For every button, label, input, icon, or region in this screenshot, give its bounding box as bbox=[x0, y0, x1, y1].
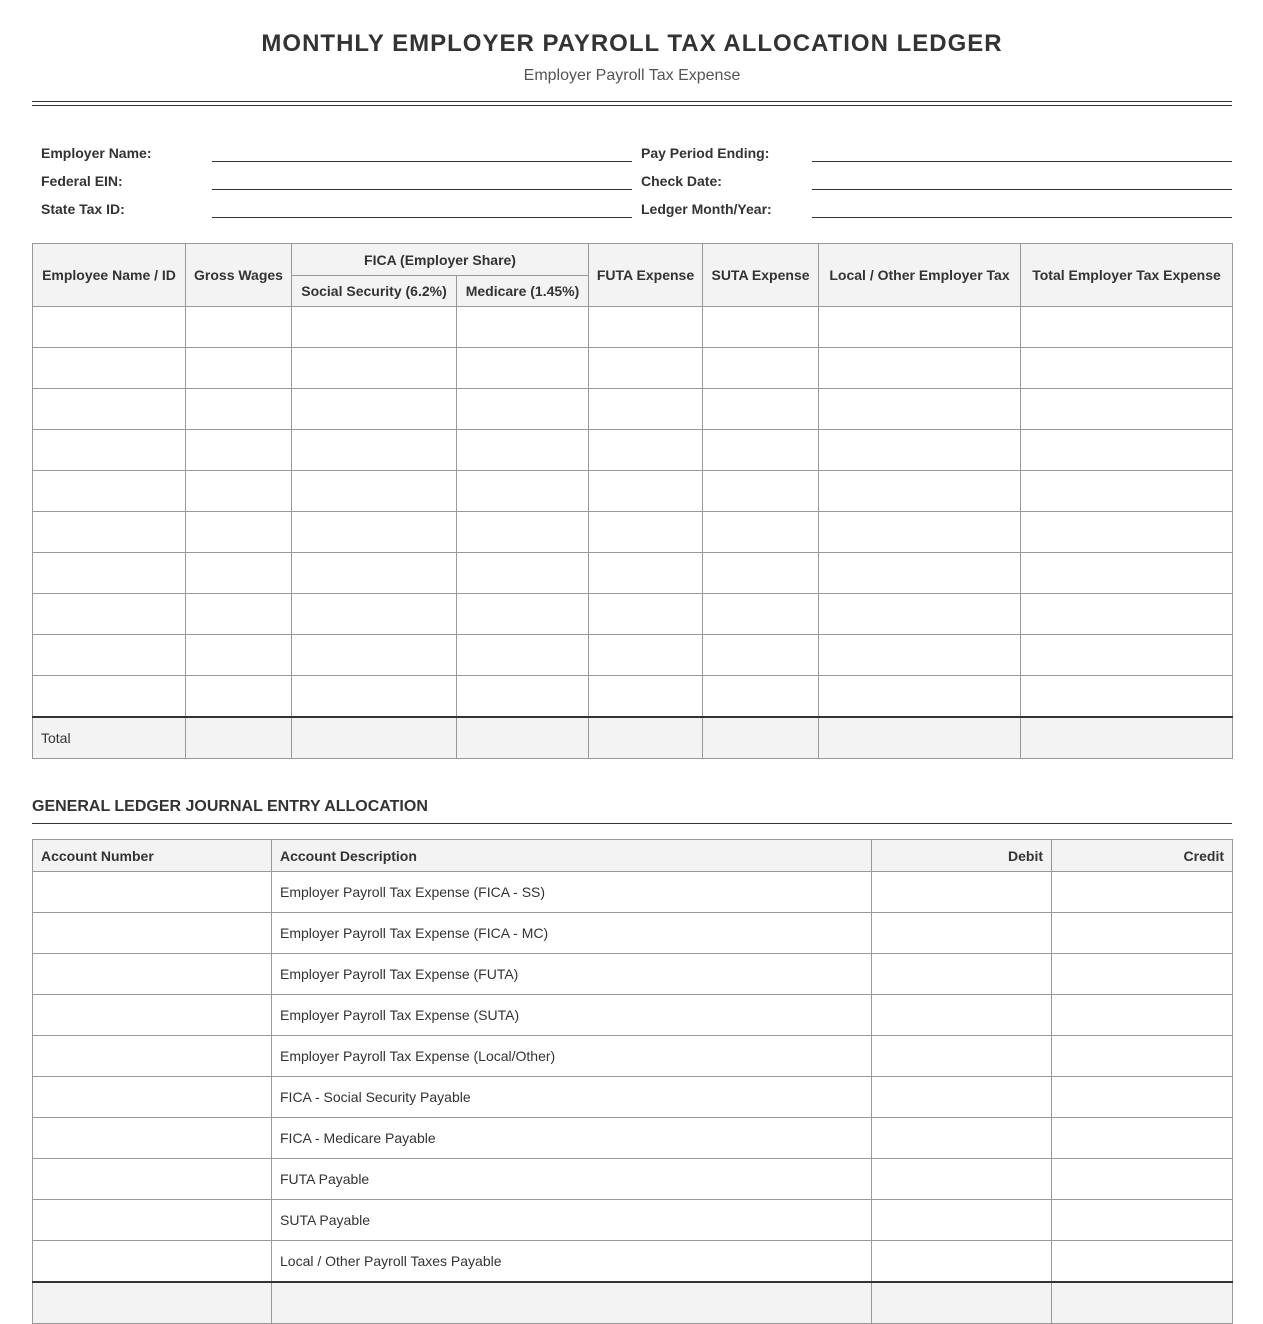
total-debit[interactable] bbox=[872, 1282, 1052, 1324]
cell-debit[interactable] bbox=[872, 872, 1052, 913]
cell-medicare[interactable] bbox=[457, 553, 589, 594]
cell-suta[interactable] bbox=[703, 676, 819, 718]
header-divider bbox=[32, 101, 1232, 106]
employer-info-section bbox=[32, 134, 1232, 218]
pay-period-ending-field[interactable] bbox=[812, 134, 1232, 162]
cell-social-security[interactable] bbox=[292, 676, 457, 718]
cell-account-description: Employer Payroll Tax Expense (SUTA) bbox=[272, 995, 872, 1036]
total-cell-medicare[interactable] bbox=[457, 717, 589, 759]
cell-gross-wages[interactable] bbox=[186, 430, 292, 471]
cell-local-other[interactable] bbox=[819, 430, 1021, 471]
cell-futa[interactable] bbox=[589, 389, 703, 430]
cell-futa[interactable] bbox=[589, 676, 703, 718]
cell-futa[interactable] bbox=[589, 594, 703, 635]
cell-gross-wages[interactable] bbox=[186, 676, 292, 718]
cell-debit[interactable] bbox=[872, 954, 1052, 995]
employee-tax-ledger-table bbox=[32, 243, 1233, 759]
journal-section-title: GENERAL LEDGER JOURNAL ENTRY ALLOCATION bbox=[32, 797, 1232, 824]
cell-debit[interactable] bbox=[872, 913, 1052, 954]
cell-social-security[interactable] bbox=[292, 553, 457, 594]
col-header-account-description: Account Description bbox=[272, 840, 872, 872]
cell-account-description: SUTA Payable bbox=[272, 1200, 872, 1241]
cell-account-description: Employer Payroll Tax Expense (FUTA) bbox=[272, 954, 872, 995]
cell-suta[interactable] bbox=[703, 348, 819, 389]
cell-employee[interactable] bbox=[33, 307, 186, 348]
cell-local-other[interactable] bbox=[819, 389, 1021, 430]
cell-total-expense[interactable] bbox=[1021, 471, 1233, 512]
cell-suta[interactable] bbox=[703, 307, 819, 348]
cell-suta[interactable] bbox=[703, 594, 819, 635]
cell-gross-wages[interactable] bbox=[186, 512, 292, 553]
cell-account-number[interactable] bbox=[33, 954, 272, 995]
total-credit[interactable] bbox=[1052, 1282, 1233, 1324]
payroll-ledger-form bbox=[32, 0, 1232, 1324]
cell-total-expense[interactable] bbox=[1021, 676, 1233, 718]
col-header-social-security: Social Security (6.2%) bbox=[292, 276, 457, 307]
cell-gross-wages[interactable] bbox=[186, 471, 292, 512]
cell-account-number[interactable] bbox=[33, 1241, 272, 1283]
cell-suta[interactable] bbox=[703, 512, 819, 553]
cell-employee[interactable] bbox=[33, 553, 186, 594]
cell-employee[interactable] bbox=[33, 594, 186, 635]
cell-account-number[interactable] bbox=[33, 872, 272, 913]
cell-employee[interactable] bbox=[33, 676, 186, 718]
cell-futa[interactable] bbox=[589, 307, 703, 348]
journal-row bbox=[33, 872, 1233, 913]
total-cell-gross-wages[interactable] bbox=[186, 717, 292, 759]
col-header-credit: Credit bbox=[1052, 840, 1233, 872]
cell-account-number[interactable] bbox=[33, 1077, 272, 1118]
cell-social-security[interactable] bbox=[292, 512, 457, 553]
cell-futa[interactable] bbox=[589, 348, 703, 389]
journal-row bbox=[33, 1159, 1233, 1200]
cell-local-other[interactable] bbox=[819, 348, 1021, 389]
cell-credit[interactable] bbox=[1052, 1036, 1233, 1077]
journal-row bbox=[33, 913, 1233, 954]
cell-account-number[interactable] bbox=[33, 1159, 272, 1200]
cell-debit[interactable] bbox=[872, 1159, 1052, 1200]
cell-suta[interactable] bbox=[703, 389, 819, 430]
cell-futa[interactable] bbox=[589, 471, 703, 512]
cell-gross-wages[interactable] bbox=[186, 635, 292, 676]
cell-local-other[interactable] bbox=[819, 471, 1021, 512]
cell-credit[interactable] bbox=[1052, 872, 1233, 913]
cell-account-description: Employer Payroll Tax Expense (FICA - MC) bbox=[272, 913, 872, 954]
cell-account-description: FICA - Social Security Payable bbox=[272, 1077, 872, 1118]
cell-total-expense[interactable] bbox=[1021, 307, 1233, 348]
cell-local-other[interactable] bbox=[819, 676, 1021, 718]
journal-row bbox=[33, 1118, 1233, 1159]
cell-employee[interactable] bbox=[33, 512, 186, 553]
cell-total-expense[interactable] bbox=[1021, 594, 1233, 635]
cell-gross-wages[interactable] bbox=[186, 348, 292, 389]
table-row bbox=[33, 512, 1233, 553]
cell-gross-wages[interactable] bbox=[186, 553, 292, 594]
table-row bbox=[33, 676, 1233, 718]
cell-total-expense[interactable] bbox=[1021, 430, 1233, 471]
cell-social-security[interactable] bbox=[292, 471, 457, 512]
cell-medicare[interactable] bbox=[457, 512, 589, 553]
cell-account-description: Employer Payroll Tax Expense (FICA - SS) bbox=[272, 872, 872, 913]
total-cell-social-security[interactable] bbox=[292, 717, 457, 759]
cell-medicare[interactable] bbox=[457, 471, 589, 512]
check-date-label: Check Date: bbox=[641, 173, 722, 189]
journal-row bbox=[33, 995, 1233, 1036]
cell-account-description: FICA - Medicare Payable bbox=[272, 1118, 872, 1159]
cell-medicare[interactable] bbox=[457, 307, 589, 348]
cell-credit[interactable] bbox=[1052, 913, 1233, 954]
cell-suta[interactable] bbox=[703, 430, 819, 471]
journal-body bbox=[33, 872, 1233, 1324]
cell-employee[interactable] bbox=[33, 389, 186, 430]
journal-entry-table bbox=[32, 839, 1233, 1324]
cell-suta[interactable] bbox=[703, 471, 819, 512]
cell-suta[interactable] bbox=[703, 635, 819, 676]
cell-total-expense[interactable] bbox=[1021, 553, 1233, 594]
total-cell-suta[interactable] bbox=[703, 717, 819, 759]
cell-debit[interactable] bbox=[872, 1118, 1052, 1159]
cell-account-number[interactable] bbox=[33, 995, 272, 1036]
cell-local-other[interactable] bbox=[819, 307, 1021, 348]
table-row bbox=[33, 635, 1233, 676]
table-row bbox=[33, 594, 1233, 635]
cell-gross-wages[interactable] bbox=[186, 594, 292, 635]
journal-row bbox=[33, 1200, 1233, 1241]
journal-row bbox=[33, 1241, 1233, 1283]
cell-local-other[interactable] bbox=[819, 553, 1021, 594]
cell-local-other[interactable] bbox=[819, 635, 1021, 676]
cell-futa[interactable] bbox=[589, 512, 703, 553]
col-header-futa: FUTA Expense bbox=[589, 244, 703, 307]
cell-medicare[interactable] bbox=[457, 348, 589, 389]
cell-debit[interactable] bbox=[872, 1077, 1052, 1118]
total-cell-total-expense[interactable] bbox=[1021, 717, 1233, 759]
employer-name-label: Employer Name: bbox=[41, 145, 152, 161]
journal-row bbox=[33, 1077, 1233, 1118]
ledger-month-year-label: Ledger Month/Year: bbox=[641, 201, 772, 217]
cell-total-expense[interactable] bbox=[1021, 512, 1233, 553]
cell-social-security[interactable] bbox=[292, 307, 457, 348]
ledger-body bbox=[33, 307, 1233, 759]
cell-debit[interactable] bbox=[872, 1036, 1052, 1077]
journal-row bbox=[33, 1036, 1233, 1077]
cell-credit[interactable] bbox=[1052, 1159, 1233, 1200]
ledger-month-year-field[interactable] bbox=[812, 190, 1232, 218]
cell-futa[interactable] bbox=[589, 553, 703, 594]
cell-gross-wages[interactable] bbox=[186, 389, 292, 430]
col-header-medicare: Medicare (1.45%) bbox=[457, 276, 589, 307]
col-header-employee: Employee Name / ID bbox=[33, 244, 186, 307]
table-row bbox=[33, 307, 1233, 348]
cell-credit[interactable] bbox=[1052, 1200, 1233, 1241]
cell-futa[interactable] bbox=[589, 635, 703, 676]
cell-social-security[interactable] bbox=[292, 594, 457, 635]
table-row bbox=[33, 430, 1233, 471]
cell-debit[interactable] bbox=[872, 995, 1052, 1036]
col-header-account-number: Account Number bbox=[33, 840, 272, 872]
cell-total-expense[interactable] bbox=[1021, 635, 1233, 676]
cell-account-description: FUTA Payable bbox=[272, 1159, 872, 1200]
total-account-description[interactable] bbox=[272, 1282, 872, 1324]
cell-local-other[interactable] bbox=[819, 594, 1021, 635]
federal-ein-field[interactable] bbox=[212, 162, 632, 190]
cell-social-security[interactable] bbox=[292, 389, 457, 430]
cell-employee[interactable] bbox=[33, 430, 186, 471]
cell-medicare[interactable] bbox=[457, 635, 589, 676]
cell-medicare[interactable] bbox=[457, 430, 589, 471]
cell-social-security[interactable] bbox=[292, 635, 457, 676]
cell-local-other[interactable] bbox=[819, 512, 1021, 553]
employer-name-field[interactable] bbox=[212, 134, 632, 162]
state-tax-id-field[interactable] bbox=[212, 190, 632, 218]
table-row bbox=[33, 389, 1233, 430]
cell-credit[interactable] bbox=[1052, 995, 1233, 1036]
cell-account-number[interactable] bbox=[33, 913, 272, 954]
cell-medicare[interactable] bbox=[457, 389, 589, 430]
table-row bbox=[33, 348, 1233, 389]
total-cell-local-other[interactable] bbox=[819, 717, 1021, 759]
cell-credit[interactable] bbox=[1052, 954, 1233, 995]
col-header-debit: Debit bbox=[872, 840, 1052, 872]
total-account-number[interactable] bbox=[33, 1282, 272, 1324]
cell-social-security[interactable] bbox=[292, 430, 457, 471]
cell-medicare[interactable] bbox=[457, 594, 589, 635]
journal-total-row bbox=[33, 1282, 1233, 1324]
cell-medicare[interactable] bbox=[457, 676, 589, 718]
cell-debit[interactable] bbox=[872, 1200, 1052, 1241]
page-title: MONTHLY EMPLOYER PAYROLL TAX ALLOCATION LEDGER bbox=[261, 30, 1003, 57]
total-label: Total bbox=[33, 717, 186, 759]
cell-account-description: Local / Other Payroll Taxes Payable bbox=[272, 1241, 872, 1283]
cell-social-security[interactable] bbox=[292, 348, 457, 389]
pay-period-ending-label: Pay Period Ending: bbox=[641, 145, 770, 161]
journal-row bbox=[33, 954, 1233, 995]
cell-gross-wages[interactable] bbox=[186, 307, 292, 348]
cell-employee[interactable] bbox=[33, 635, 186, 676]
col-header-fica-group: FICA (Employer Share) bbox=[292, 244, 589, 276]
cell-employee[interactable] bbox=[33, 471, 186, 512]
page-subtitle: Employer Payroll Tax Expense bbox=[523, 67, 741, 84]
col-header-total-expense: Total Employer Tax Expense bbox=[1021, 244, 1233, 307]
check-date-field[interactable] bbox=[812, 162, 1232, 190]
cell-total-expense[interactable] bbox=[1021, 348, 1233, 389]
cell-employee[interactable] bbox=[33, 348, 186, 389]
ledger-total-row bbox=[33, 717, 1233, 759]
cell-total-expense[interactable] bbox=[1021, 389, 1233, 430]
col-header-gross-wages: Gross Wages bbox=[186, 244, 292, 307]
cell-account-number[interactable] bbox=[33, 1036, 272, 1077]
cell-account-number[interactable] bbox=[33, 1200, 272, 1241]
cell-account-description: Employer Payroll Tax Expense (Local/Other) bbox=[272, 1036, 872, 1077]
cell-suta[interactable] bbox=[703, 553, 819, 594]
cell-credit[interactable] bbox=[1052, 1118, 1233, 1159]
cell-debit[interactable] bbox=[872, 1241, 1052, 1283]
cell-credit[interactable] bbox=[1052, 1077, 1233, 1118]
col-header-local-other: Local / Other Employer Tax bbox=[819, 244, 1021, 307]
col-header-suta: SUTA Expense bbox=[703, 244, 819, 307]
state-tax-id-label: State Tax ID: bbox=[41, 201, 125, 217]
cell-credit[interactable] bbox=[1052, 1241, 1233, 1283]
total-cell-futa[interactable] bbox=[589, 717, 703, 759]
table-row bbox=[33, 471, 1233, 512]
table-row bbox=[33, 553, 1233, 594]
cell-account-number[interactable] bbox=[33, 1118, 272, 1159]
cell-futa[interactable] bbox=[589, 430, 703, 471]
federal-ein-label: Federal EIN: bbox=[41, 173, 123, 189]
